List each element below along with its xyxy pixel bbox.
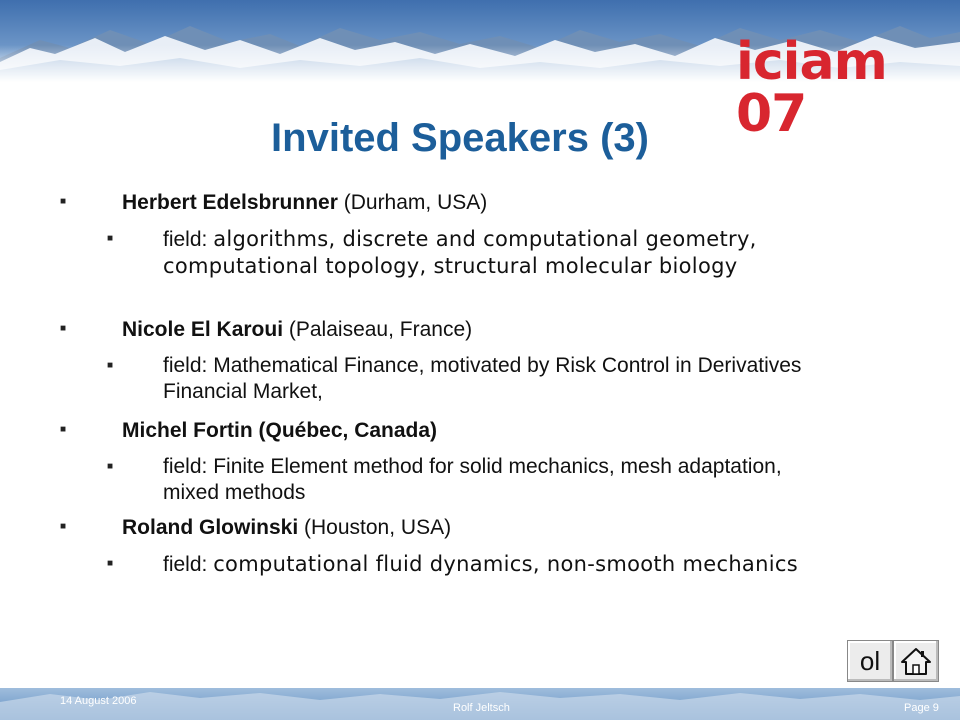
- speaker-3: [122, 418, 902, 444]
- speaker-1-field: field: algorithms, discrete and computational geometry, computational topology, structural molecular biology: [163, 227, 757, 278]
- footer-author: Rolf Jeltsch: [453, 702, 510, 714]
- speaker-3-field: field: Finite Element method for solid mechanics, mesh adaptation, mixed methods: [163, 455, 782, 504]
- bullet-square-icon: ■: [60, 521, 67, 532]
- outline-button[interactable]: ol: [847, 640, 893, 682]
- speaker-2: [122, 317, 902, 343]
- speaker-affiliation: (Palaiseau, France): [283, 318, 473, 341]
- speaker-1: [122, 190, 902, 216]
- bullet-square-icon: ■: [107, 360, 114, 371]
- home-button[interactable]: [893, 640, 939, 682]
- footer-page-number: Page 9: [904, 702, 939, 714]
- speaker-name: Roland Glowinski: [122, 516, 299, 539]
- slide-title: Invited Speakers (3): [271, 116, 649, 160]
- footer-date: 14 August 2006: [60, 695, 137, 707]
- speaker-affiliation: (Houston, USA): [298, 516, 452, 539]
- iciam-logo: iciam 07: [736, 32, 887, 144]
- speaker-2-field: field: Mathematical Finance, motivated by Risk Control in Derivatives Financial Market,: [163, 354, 802, 403]
- home-icon: [894, 641, 938, 681]
- speaker-affiliation: (Durham, USA): [337, 191, 488, 214]
- bullet-square-icon: ■: [107, 461, 114, 472]
- speaker-name: Herbert Edelsbrunner: [122, 191, 338, 214]
- bullet-square-icon: ■: [60, 424, 67, 435]
- bullet-square-icon: ■: [107, 233, 114, 244]
- bullet-square-icon: ■: [107, 558, 114, 569]
- speaker-name: Michel Fortin (Québec, Canada): [122, 419, 438, 442]
- bullet-square-icon: ■: [60, 323, 67, 334]
- speaker-name: Nicole El Karoui: [122, 318, 284, 341]
- speaker-4-field: field: computational fluid dynamics, non-smooth mechanics: [163, 552, 798, 576]
- speaker-4: [122, 515, 902, 541]
- bullet-square-icon: ■: [60, 196, 67, 207]
